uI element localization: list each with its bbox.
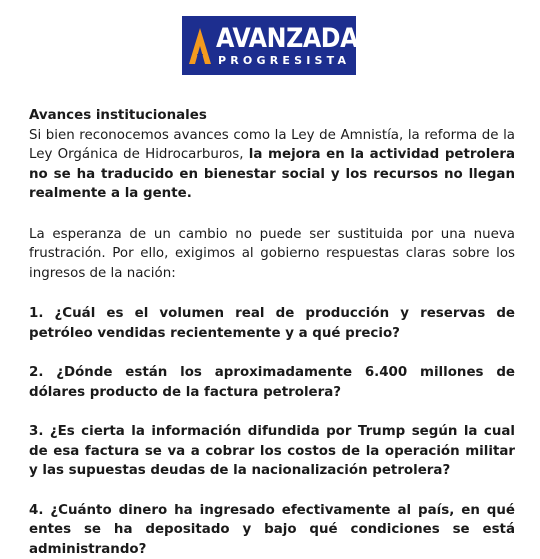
question-1: 1. ¿Cuál es el volumen real de producción y reservas de petróleo vendidas recientemente y a qué precio? xyxy=(29,304,515,343)
question-2: 2. ¿Dónde están los aproximadamente 6.400 millones de dólares producto de la factura petrolera? xyxy=(29,363,515,402)
logo-title: AVANZADA xyxy=(216,25,358,52)
logo-text xyxy=(216,25,377,66)
paragraph-institutional-advances xyxy=(29,126,515,204)
paragraph1-bold-text: la mejora en la actividad petrolera no se ha traducido en bienestar social y los recursos no llegan realmente a la gente. xyxy=(29,147,515,201)
logo-subtitle: PROGRESISTA xyxy=(218,55,350,66)
paragraph-demand: La esperanza de un cambio no puede ser sustituida por una nueva frustración. Por ello, exigimos al gobierno respuestas claras sobre los ingresos de la nación: xyxy=(29,225,515,284)
statement-body xyxy=(29,106,515,559)
question-3: 3. ¿Es cierta la información difundida por Trump según la cual de esa factura se va a cobrar los costos de la operación militar y las supuestas deudas de la nacionalización petrolera? xyxy=(29,422,515,481)
avanzada-progresista-logo xyxy=(182,16,356,75)
section-heading: Avances institucionales xyxy=(29,106,515,126)
avanzada-a-icon xyxy=(188,26,212,66)
paragraph1-normal-text: Si bien reconocemos avances como la Ley de Amnistía, la reforma de la Ley Orgánica de Hidrocarburos, xyxy=(29,128,515,163)
question-4: 4. ¿Cuánto dinero ha ingresado efectivamente al país, en qué entes se ha depositado y bajo qué condiciones se está administrando? xyxy=(29,501,515,559)
